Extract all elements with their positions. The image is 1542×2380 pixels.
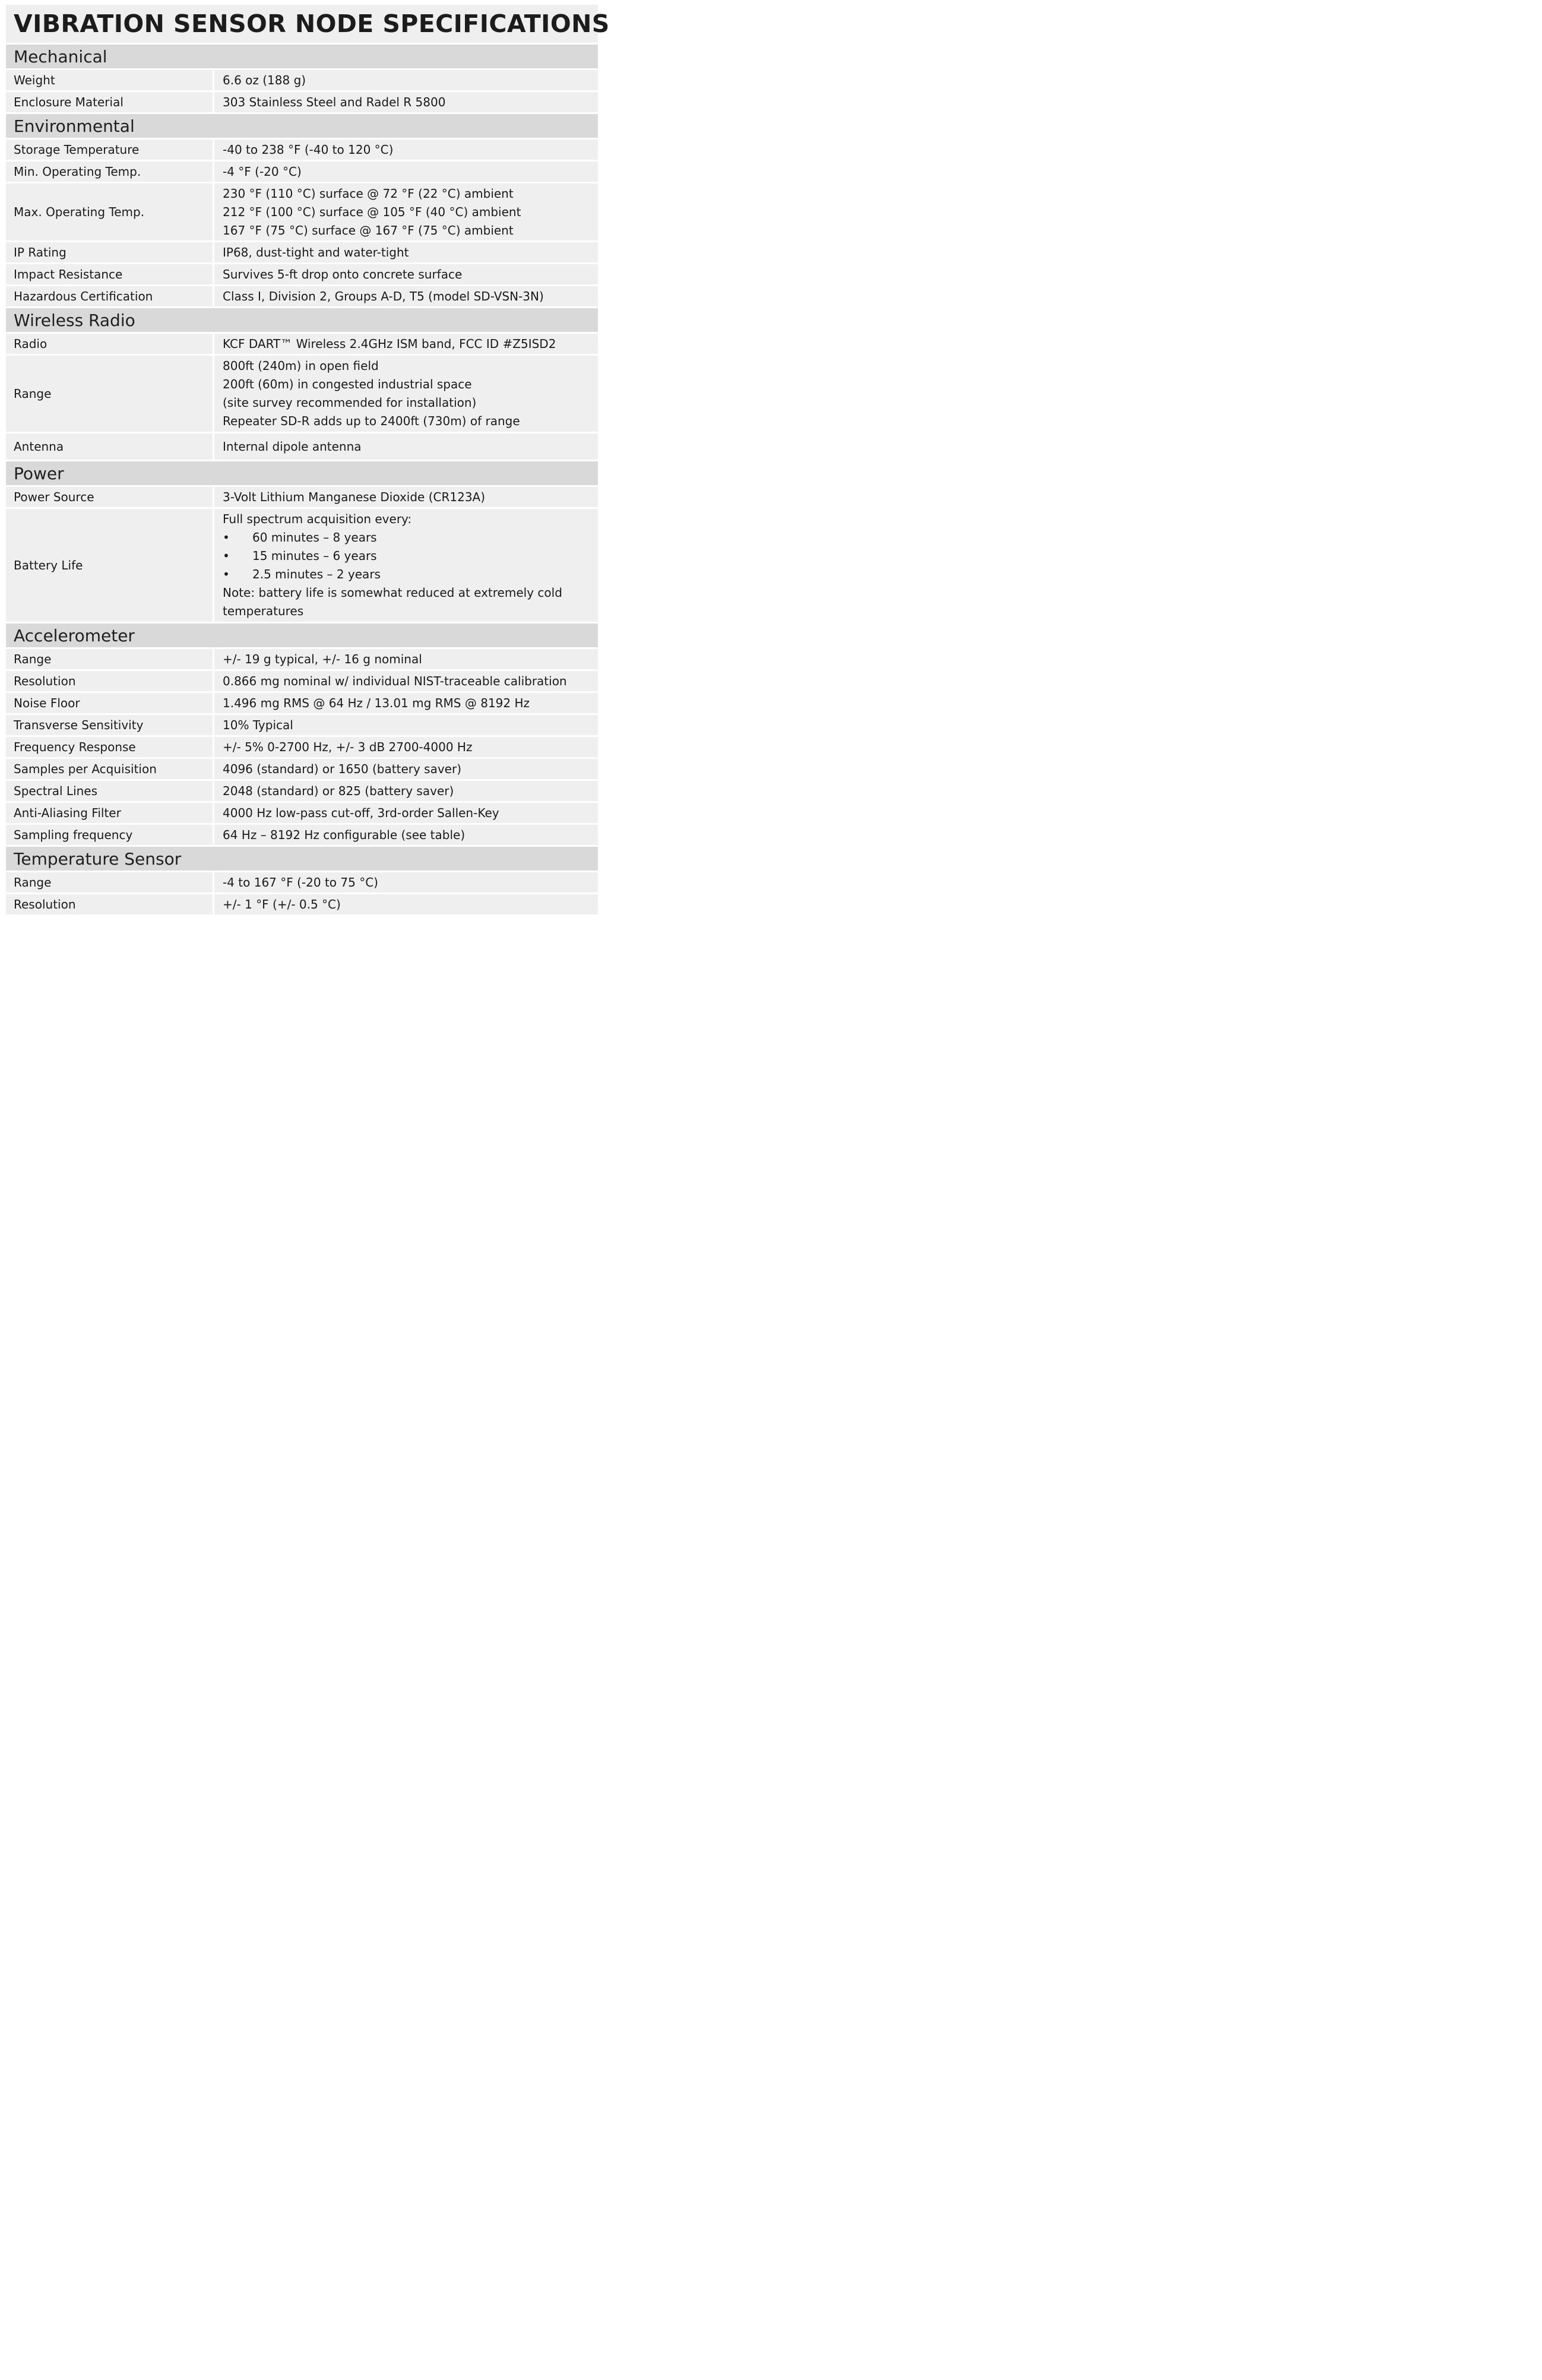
bullet-icon: • xyxy=(223,567,230,581)
spec-value-line: 64 Hz – 8192 Hz configurable (see table) xyxy=(223,827,466,842)
spec-value xyxy=(214,140,598,160)
spec-label: Range xyxy=(6,649,213,669)
spec-row-ip-rating xyxy=(6,242,598,262)
spec-value-line: KCF DART™ Wireless 2.4GHz ISM band, FCC ID #Z5ISD2 xyxy=(223,336,556,351)
spec-row-samples-per-acquisition xyxy=(6,759,598,779)
bullet-text: 15 minutes – 6 years xyxy=(252,549,377,563)
spec-row-accel-range xyxy=(6,649,598,669)
section-title: Mechanical xyxy=(14,46,107,67)
battery-life-bullet-item xyxy=(223,528,594,547)
section-title: Power xyxy=(14,463,64,483)
spec-value-line: -4 to 167 °F (-20 to 75 °C) xyxy=(223,875,378,890)
spec-value-line: IP68, dust-tight and water-tight xyxy=(223,245,409,259)
spec-value-line: (site survey recommended for installation) xyxy=(223,395,477,410)
spec-label: Noise Floor xyxy=(6,693,213,713)
spec-value xyxy=(214,487,598,507)
spec-label: Antenna xyxy=(6,433,213,460)
spec-value xyxy=(214,825,598,845)
spec-row-radio xyxy=(6,334,598,354)
section-title: Wireless Radio xyxy=(14,310,135,330)
section-title: Temperature Sensor xyxy=(14,849,182,869)
spec-label: Hazardous Certification xyxy=(6,286,213,306)
spec-value xyxy=(214,183,598,240)
spec-row-antenna xyxy=(6,433,598,460)
page-title: VIBRATION SENSOR NODE SPECIFICATIONS xyxy=(14,10,610,38)
spec-value xyxy=(214,715,598,735)
spec-label: Min. Operating Temp. xyxy=(6,162,213,182)
spec-value-line: 1.496 mg RMS @ 64 Hz / 13.01 mg RMS @ 8192 Hz xyxy=(223,695,530,710)
spec-label: Samples per Acquisition xyxy=(6,759,213,779)
spec-row-impact-resistance xyxy=(6,264,598,284)
spec-label: Radio xyxy=(6,334,213,354)
spec-label: Anti-Aliasing Filter xyxy=(6,803,213,823)
spec-label: Power Source xyxy=(6,487,213,507)
spec-value xyxy=(214,737,598,757)
spec-label: IP Rating xyxy=(6,242,213,262)
spec-value xyxy=(214,894,598,914)
spec-row-radio-range xyxy=(6,356,598,432)
spec-label: Spectral Lines xyxy=(6,781,213,801)
spec-label: Enclosure Material xyxy=(6,92,213,112)
spec-label: Range xyxy=(6,356,213,432)
spec-sheet xyxy=(6,5,610,914)
title-bar xyxy=(6,5,610,43)
bullet-icon: • xyxy=(223,549,230,563)
spec-value xyxy=(214,92,598,112)
spec-row-max-operating-temp xyxy=(6,183,598,240)
spec-row-storage-temperature xyxy=(6,140,598,160)
section-header-mechanical xyxy=(6,45,598,68)
spec-row-anti-aliasing-filter xyxy=(6,803,598,823)
spec-label: Resolution xyxy=(6,894,213,914)
spec-value-line: +/- 1 °F (+/- 0.5 °C) xyxy=(223,897,341,912)
spec-row-temp-range xyxy=(6,872,598,892)
section-header-wireless-radio xyxy=(6,308,598,332)
spec-value-line: 3-Volt Lithium Manganese Dioxide (CR123A) xyxy=(223,489,486,504)
spec-row-frequency-response xyxy=(6,737,598,757)
spec-value xyxy=(214,286,598,306)
section-header-accelerometer xyxy=(6,624,598,647)
section-header-power xyxy=(6,461,598,485)
spec-value-line: Class I, Division 2, Groups A-D, T5 (model SD-VSN-3N) xyxy=(223,289,544,303)
spec-value xyxy=(214,872,598,892)
spec-value xyxy=(214,759,598,779)
spec-value-line: 4000 Hz low-pass cut-off, 3rd-order Sallen-Key xyxy=(223,805,499,820)
spec-row-min-operating-temp xyxy=(6,162,598,182)
spec-label: Battery Life xyxy=(6,509,213,622)
spec-value-line: 200ft (60m) in congested industrial space xyxy=(223,377,472,391)
spec-row-battery-life xyxy=(6,509,598,622)
spec-value-line: 0.866 mg nominal w/ individual NIST-traceable calibration xyxy=(223,673,567,688)
spec-value xyxy=(214,803,598,823)
spec-value xyxy=(214,264,598,284)
spec-value-line: 212 °F (100 °C) surface @ 105 °F (40 °C) ambient xyxy=(223,204,521,219)
spec-label: Range xyxy=(6,872,213,892)
spec-value-line: 167 °F (75 °C) surface @ 167 °F (75 °C) ambient xyxy=(223,223,514,238)
spec-value-line: Internal dipole antenna xyxy=(223,439,362,454)
spec-value xyxy=(214,781,598,801)
section-header-environmental xyxy=(6,114,598,138)
spec-value-line: -4 °F (-20 °C) xyxy=(223,164,302,179)
spec-value-line: +/- 5% 0-2700 Hz, +/- 3 dB 2700-4000 Hz xyxy=(223,739,473,754)
spec-label: Resolution xyxy=(6,671,213,691)
spec-value-line: 6.6 oz (188 g) xyxy=(223,72,306,87)
spec-value xyxy=(214,693,598,713)
spec-row-sampling-frequency xyxy=(6,825,598,845)
spec-value-line: 303 Stainless Steel and Radel R 5800 xyxy=(223,94,446,109)
battery-life-bullet-item xyxy=(223,547,594,565)
section-header-temperature-sensor xyxy=(6,847,598,871)
bullet-text: 2.5 minutes – 2 years xyxy=(252,567,381,581)
spec-value xyxy=(214,356,598,432)
spec-label: Frequency Response xyxy=(6,737,213,757)
bullet-icon: • xyxy=(223,530,230,545)
spec-row-spectral-lines xyxy=(6,781,598,801)
spec-value-line: 800ft (240m) in open field xyxy=(223,359,379,373)
spec-row-weight xyxy=(6,70,598,90)
spec-value-line: 10% Typical xyxy=(223,717,293,732)
section-title: Environmental xyxy=(14,116,135,136)
spec-value xyxy=(214,334,598,354)
spec-value xyxy=(214,162,598,182)
spec-row-accel-resolution xyxy=(6,671,598,691)
spec-row-temp-resolution xyxy=(6,894,598,914)
spec-label: Transverse Sensitivity xyxy=(6,715,213,735)
spec-value xyxy=(214,671,598,691)
spec-value-line: 2048 (standard) or 825 (battery saver) xyxy=(223,783,454,798)
spec-value-line: Survives 5-ft drop onto concrete surface xyxy=(223,267,463,281)
bullet-text: 60 minutes – 8 years xyxy=(252,530,377,545)
battery-life-intro: Full spectrum acquisition every: xyxy=(223,512,412,526)
spec-value-line: 4096 (standard) or 1650 (battery saver) xyxy=(223,761,462,776)
spec-value xyxy=(214,649,598,669)
spec-row-power-source xyxy=(6,487,598,507)
spec-value xyxy=(214,509,598,622)
spec-row-noise-floor xyxy=(6,693,598,713)
battery-life-bullet-item xyxy=(223,565,594,584)
spec-row-hazardous-certification xyxy=(6,286,598,306)
battery-life-note: Note: battery life is somewhat reduced at extremely cold temperatures xyxy=(223,585,562,618)
spec-label: Storage Temperature xyxy=(6,140,213,160)
spec-row-transverse-sensitivity xyxy=(6,715,598,735)
spec-value-line: +/- 19 g typical, +/- 16 g nominal xyxy=(223,651,422,666)
spec-value-line: 230 °F (110 °C) surface @ 72 °F (22 °C) ambient xyxy=(223,186,514,201)
spec-row-enclosure-material xyxy=(6,92,598,112)
spec-label: Max. Operating Temp. xyxy=(6,183,213,240)
spec-label: Impact Resistance xyxy=(6,264,213,284)
section-title: Accelerometer xyxy=(14,625,135,645)
spec-label: Sampling frequency xyxy=(6,825,213,845)
spec-value xyxy=(214,70,598,90)
spec-value-line: -40 to 238 °F (-40 to 120 °C) xyxy=(223,142,394,157)
spec-value xyxy=(214,242,598,262)
spec-label: Weight xyxy=(6,70,213,90)
spec-value-line: Repeater SD-R adds up to 2400ft (730m) of range xyxy=(223,414,520,428)
spec-value xyxy=(214,433,598,460)
